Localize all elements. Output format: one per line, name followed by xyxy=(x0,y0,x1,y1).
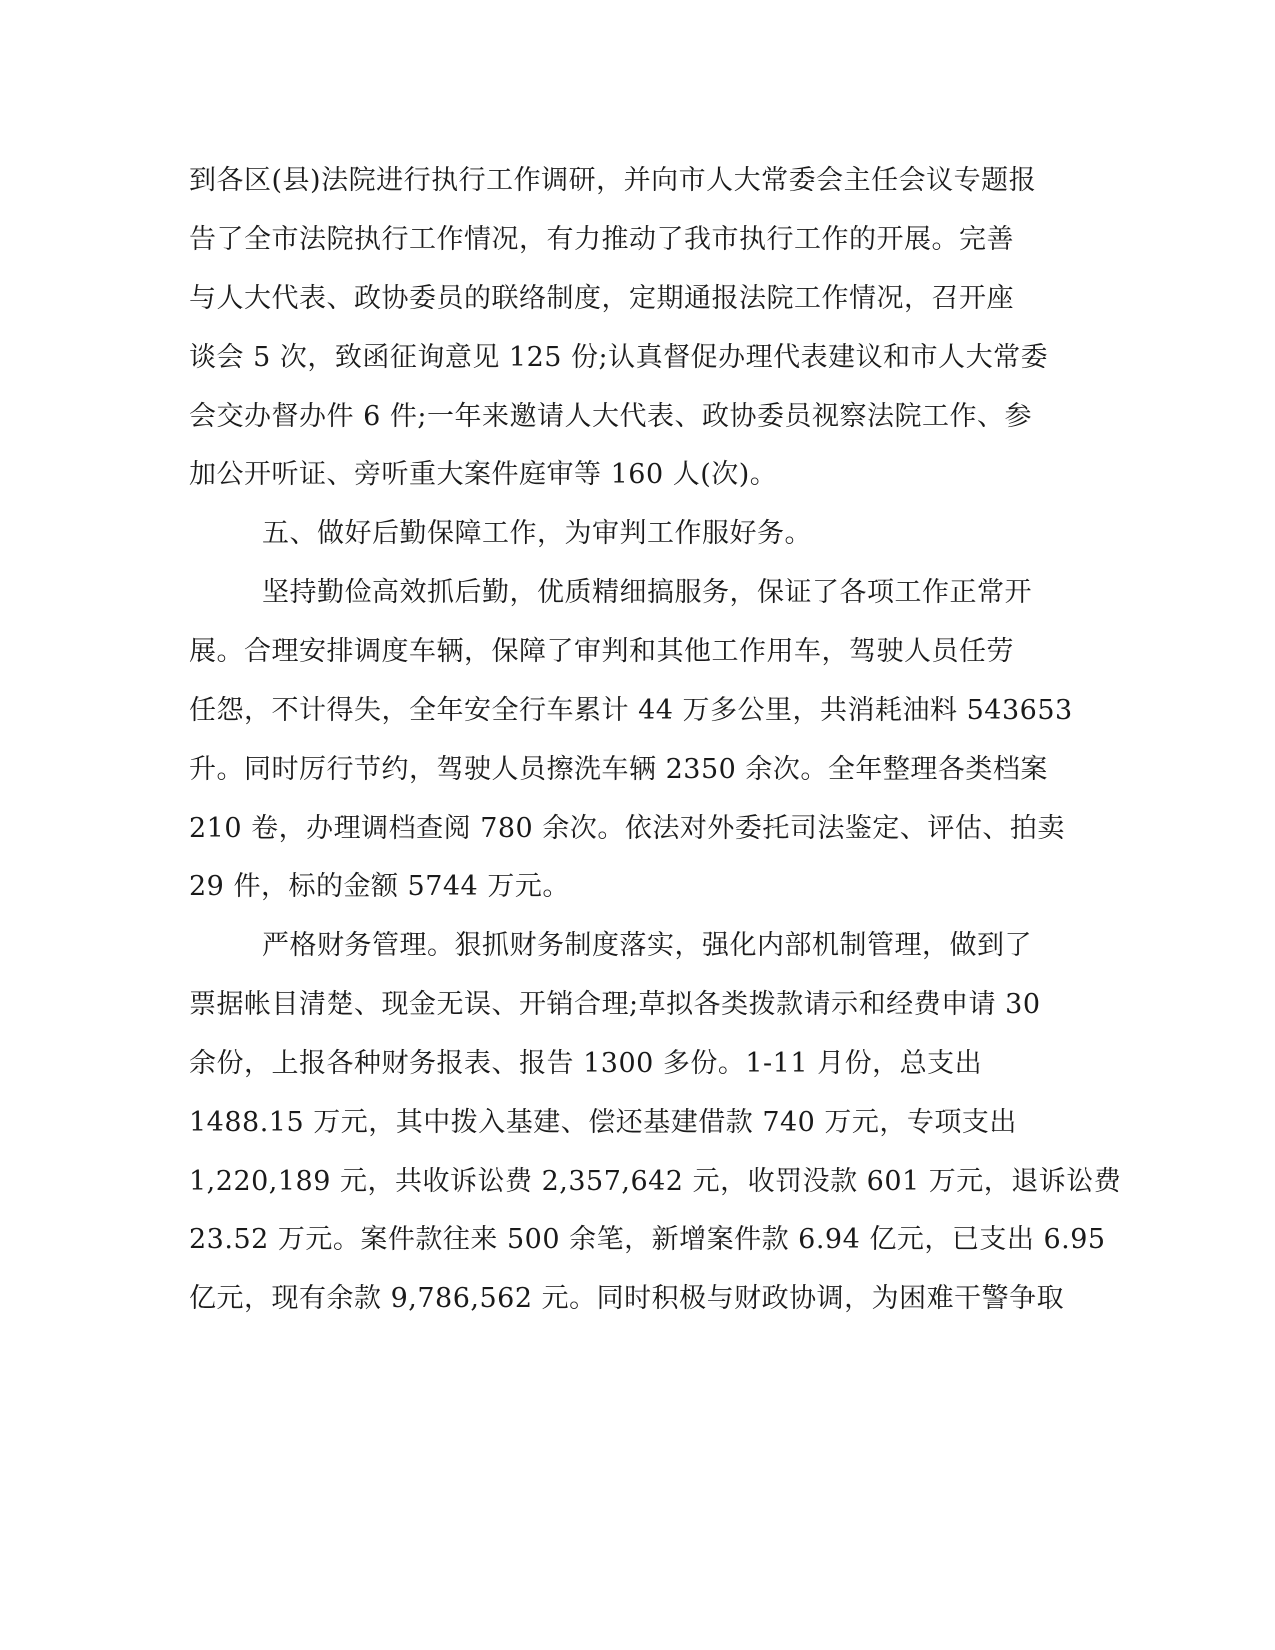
text-line: 亿元，现有余款 9,786,562 元。同时积极与财政协调，为困难干警争取 xyxy=(189,1283,1065,1314)
text-line: 坚持勤俭高效抓后勤，优质精细搞服务，保证了各项工作正常开 xyxy=(262,577,1032,608)
text-line: 谈会 5 次，致函征询意见 125 份;认真督促办理代表建议和市人大常委 xyxy=(189,342,1049,373)
text-line: 告了全市法院执行工作情况，有力推动了我市执行工作的开展。完善 xyxy=(189,224,1014,255)
text-line: 严格财务管理。狠抓财务制度落实，强化内部机制管理，做到了 xyxy=(262,930,1032,961)
text-line: 会交办督办件 6 件;一年来邀请人大代表、政协委员视察法院工作、参 xyxy=(189,401,1032,432)
text-line: 升。同时厉行节约，驾驶人员擦洗车辆 2350 余次。全年整理各类档案 xyxy=(189,754,1048,785)
text-line: 余份，上报各种财务报表、报告 1300 多份。1-11 月份，总支出 xyxy=(189,1048,983,1079)
text-line: 票据帐目清楚、现金无误、开销合理;草拟各类拨款请示和经费申请 30 xyxy=(189,989,1041,1020)
text-line: 210 卷，办理调档查阅 780 余次。依法对外委托司法鉴定、评估、拍卖 xyxy=(189,813,1065,844)
text-line: 到各区(县)法院进行执行工作调研，并向市人大常委会主任会议专题报 xyxy=(189,165,1037,196)
text-line: 1,220,189 元，共收诉讼费 2,357,642 元，收罚没款 601 万元，退诉讼费 xyxy=(189,1166,1122,1197)
text-line: 23.52 万元。案件款往来 500 余笔，新增案件款 6.94 亿元，已支出 6.95 xyxy=(189,1224,1106,1255)
text-line: 1488.15 万元，其中拨入基建、偿还基建借款 740 万元，专项支出 xyxy=(189,1107,1017,1138)
section-heading: 五、做好后勤保障工作，为审判工作服好务。 xyxy=(262,518,812,549)
text-line: 与人大代表、政协委员的联络制度，定期通报法院工作情况，召开座 xyxy=(189,283,1014,314)
text-line: 加公开听证、旁听重大案件庭审等 160 人(次)。 xyxy=(189,459,778,490)
text-line: 任怨，不计得失，全年安全行车累计 44 万多公里，共消耗油料 543653 xyxy=(189,695,1073,726)
text-line: 29 件，标的金额 5744 万元。 xyxy=(189,871,570,902)
text-line: 展。合理安排调度车辆，保障了审判和其他工作用车，驾驶人员任劳 xyxy=(189,636,1014,667)
